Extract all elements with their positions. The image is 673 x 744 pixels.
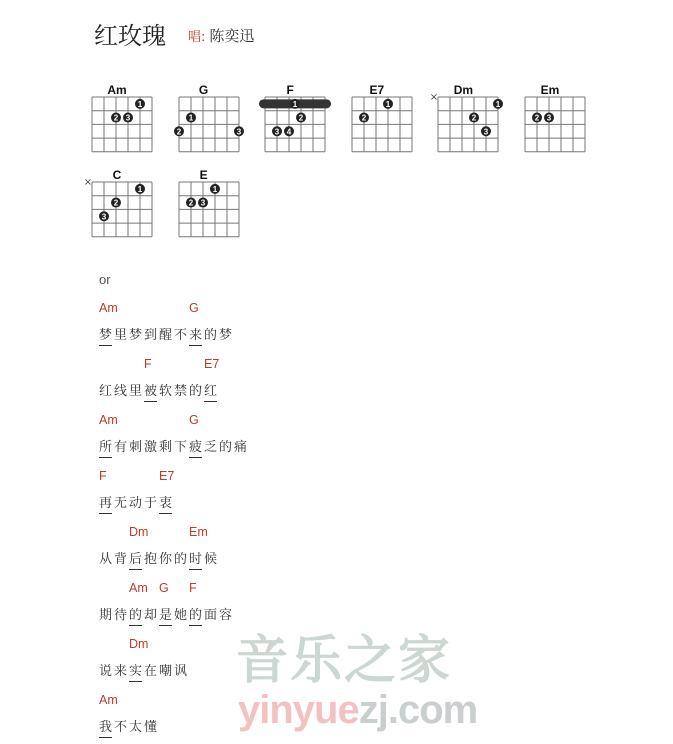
finger-number: 3 bbox=[484, 127, 489, 137]
muted-string-icon: × bbox=[83, 177, 93, 188]
chord-name: Dm bbox=[453, 83, 474, 97]
chord-label[interactable]: E7 bbox=[159, 469, 175, 483]
lyric-underline bbox=[129, 681, 142, 682]
lyric-line bbox=[99, 718, 249, 744]
lyric-underline bbox=[159, 513, 172, 514]
lyric-underline bbox=[189, 457, 202, 458]
lyric-text: 期待的却是她的面容 bbox=[99, 608, 235, 623]
finger-number: 2 bbox=[113, 113, 119, 123]
lyric-underline bbox=[129, 625, 142, 626]
finger-number: 1 bbox=[292, 99, 298, 109]
finger-number: 2 bbox=[113, 198, 119, 208]
muted-string-icon: × bbox=[430, 92, 439, 103]
chord-label[interactable]: Am bbox=[99, 693, 118, 707]
finger-number: 1 bbox=[137, 184, 143, 194]
lyric-underline bbox=[129, 569, 142, 570]
finger-number: 2 bbox=[188, 198, 193, 208]
chord-name: Em bbox=[540, 83, 560, 97]
finger-number: 2 bbox=[472, 113, 477, 123]
chord-diagram-f[interactable] bbox=[255, 83, 335, 163]
lyric-line bbox=[99, 494, 249, 522]
lyric-text: 说来实在嘲讽 bbox=[99, 664, 190, 679]
finger-number: 2 bbox=[534, 113, 540, 123]
chord-line bbox=[99, 410, 249, 438]
lyric-underline bbox=[189, 569, 202, 570]
chord-label[interactable]: Em bbox=[189, 525, 208, 539]
lyric-underline bbox=[189, 345, 202, 346]
lyric-underline bbox=[99, 345, 112, 346]
chord-line bbox=[99, 634, 249, 662]
chord-name: C bbox=[112, 168, 122, 182]
finger-number: 1 bbox=[137, 99, 143, 109]
lyric-text: 再无动于衷 bbox=[99, 496, 175, 511]
chord-diagram-e7[interactable] bbox=[342, 83, 422, 163]
chord-label[interactable]: Am bbox=[129, 581, 148, 595]
chord-line bbox=[99, 354, 249, 382]
lyric-text: 红线里被软禁的红 bbox=[99, 384, 220, 399]
watermark-domain bbox=[238, 688, 477, 733]
lyrics-sheet bbox=[99, 270, 249, 744]
chord-name: Am bbox=[107, 83, 127, 97]
finger-number: 2 bbox=[298, 113, 304, 123]
chord-grid bbox=[342, 83, 422, 163]
lyric-line bbox=[99, 550, 249, 578]
chord-label[interactable]: Am bbox=[99, 301, 118, 315]
lyric-text: 梦里梦到醒不来的梦 bbox=[99, 328, 235, 343]
chord-label[interactable]: F bbox=[189, 581, 197, 595]
watermark-domain-a: yinyue bbox=[238, 688, 359, 732]
chord-line bbox=[99, 522, 249, 550]
chord-grid bbox=[428, 83, 508, 163]
lyric-line bbox=[99, 382, 249, 410]
chord-label[interactable]: G bbox=[189, 301, 199, 315]
chord-grid bbox=[169, 168, 249, 248]
finger-number: 1 bbox=[385, 99, 391, 109]
lyric-underline bbox=[144, 401, 157, 402]
finger-number: 3 bbox=[200, 198, 205, 208]
lyric-line bbox=[99, 438, 249, 466]
chord-label[interactable]: F bbox=[144, 357, 152, 371]
watermark-cn: 音乐之家 bbox=[236, 631, 453, 691]
chord-diagram-am[interactable] bbox=[82, 83, 162, 163]
chord-grid bbox=[255, 83, 335, 163]
lyric-text: 从背后抱你的时候 bbox=[99, 552, 220, 567]
chord-label[interactable]: Dm bbox=[129, 637, 149, 651]
finger-number: 1 bbox=[188, 113, 193, 123]
lyric-text: 所有刺激剩下疲乏的痛 bbox=[99, 440, 250, 455]
lyric-underline bbox=[99, 737, 112, 738]
chord-line bbox=[99, 690, 249, 718]
chord-name: G bbox=[198, 83, 209, 97]
chord-label[interactable]: G bbox=[159, 581, 169, 595]
chord-diagram-dm[interactable] bbox=[428, 83, 508, 163]
chord-line bbox=[99, 466, 249, 494]
chord-diagram-c[interactable] bbox=[82, 168, 162, 248]
chord-diagrams bbox=[0, 0, 673, 260]
chord-name: E7 bbox=[369, 83, 385, 97]
finger-number: 3 bbox=[125, 113, 131, 123]
chord-line bbox=[99, 298, 249, 326]
chord-diagram-g[interactable] bbox=[169, 83, 249, 163]
lyric-underline bbox=[99, 457, 112, 458]
chord-grid bbox=[82, 168, 162, 248]
finger-number: 2 bbox=[361, 113, 367, 123]
lyric-line bbox=[99, 662, 249, 690]
chord-grid bbox=[515, 83, 595, 163]
chord-line bbox=[99, 578, 249, 606]
lyric-line bbox=[99, 326, 249, 354]
finger-number: 1 bbox=[496, 99, 501, 109]
finger-number: 2 bbox=[176, 127, 181, 137]
chord-label[interactable]: Am bbox=[99, 413, 118, 427]
chord-diagram-em[interactable] bbox=[515, 83, 595, 163]
chord-grid bbox=[169, 83, 249, 163]
lyric-underline bbox=[204, 401, 217, 402]
lyric-underline bbox=[159, 625, 172, 626]
lyric-underline bbox=[99, 513, 112, 514]
watermark-domain-b: zj.com bbox=[358, 688, 478, 732]
chord-label[interactable]: E7 bbox=[204, 357, 220, 371]
chord-name: F bbox=[286, 83, 294, 97]
chord-grid bbox=[82, 83, 162, 163]
finger-number: 3 bbox=[236, 127, 241, 137]
chord-name: E bbox=[199, 168, 208, 182]
lyric-underline bbox=[189, 625, 202, 626]
finger-number: 3 bbox=[101, 212, 107, 222]
finger-number: 3 bbox=[274, 127, 280, 137]
chord-diagram-e[interactable] bbox=[169, 168, 249, 248]
finger-number: 3 bbox=[546, 113, 552, 123]
chord-label[interactable]: F bbox=[99, 469, 107, 483]
singer-label: 唱: bbox=[188, 30, 206, 45]
finger-number: 4 bbox=[286, 127, 292, 137]
finger-number: 1 bbox=[212, 184, 217, 194]
singer-name[interactable]: 陈奕迅 bbox=[209, 27, 255, 45]
chord-label[interactable]: Dm bbox=[129, 525, 149, 539]
lyric-line bbox=[99, 606, 249, 634]
song-title: 红玫瑰 bbox=[94, 22, 166, 50]
lyric-text: 我不太懂 bbox=[99, 720, 160, 735]
chord-label[interactable]: G bbox=[189, 413, 199, 427]
intro-text: or bbox=[99, 272, 111, 287]
